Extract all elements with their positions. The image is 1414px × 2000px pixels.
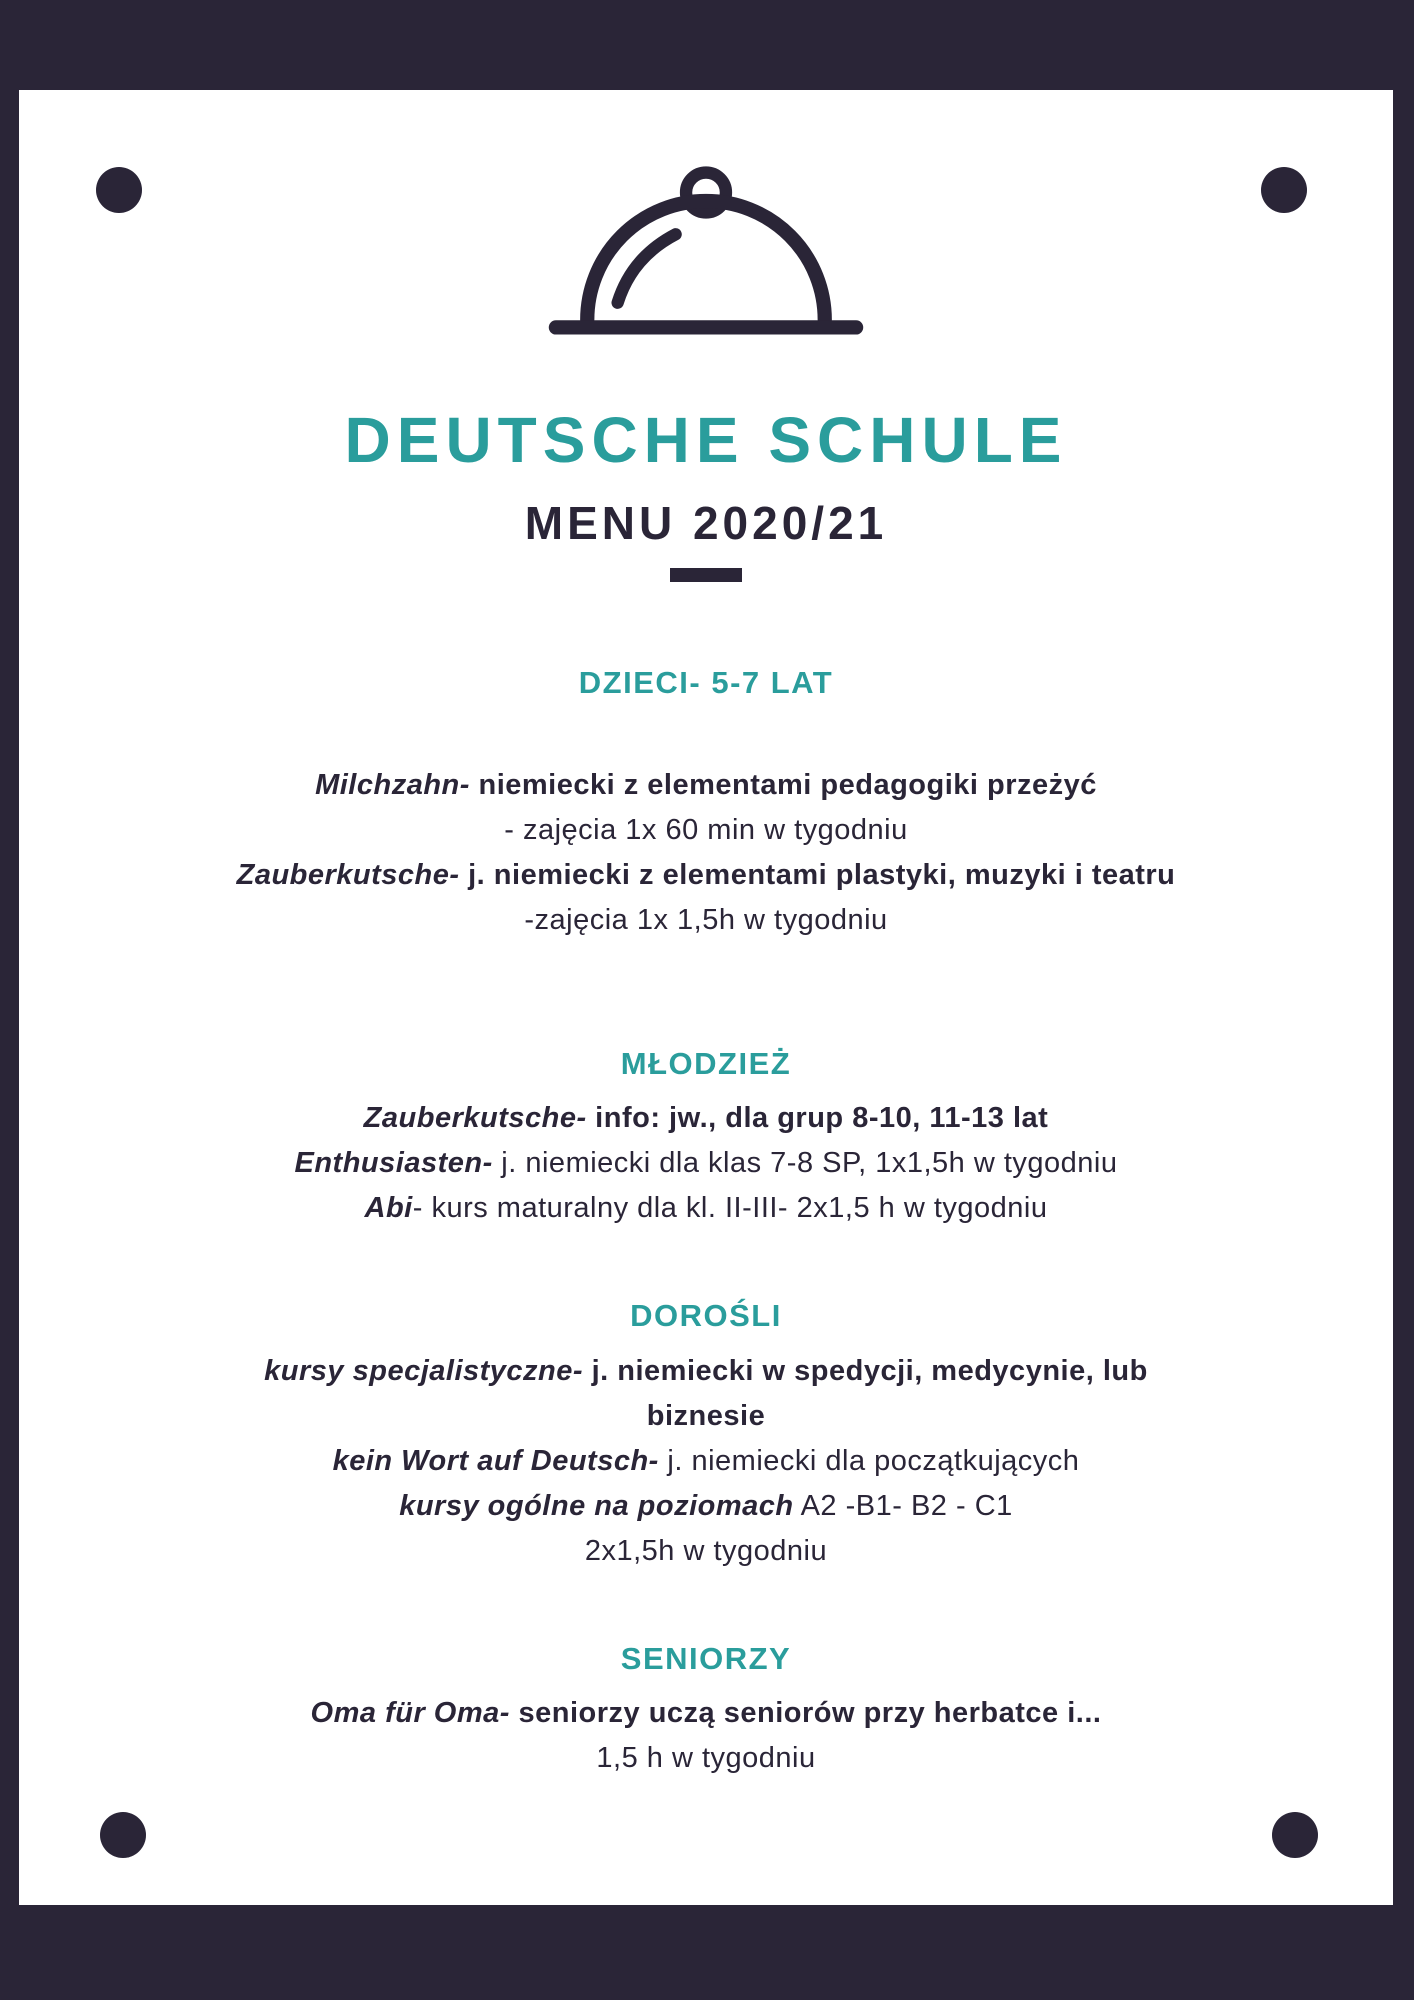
cloche-icon: [536, 164, 876, 354]
menu-line: [19, 898, 1393, 943]
menu-line: [19, 853, 1393, 898]
corner-dot-top-left: [96, 167, 142, 213]
menu-line: [19, 1691, 1393, 1736]
menu-line: [19, 1141, 1393, 1186]
menu-line: [19, 1484, 1393, 1529]
menu-line: [19, 1439, 1393, 1484]
menu-line-segment: kursy ogólne na poziomach: [399, 1489, 794, 1522]
menu-line-segment: - kurs maturalny dla kl. II-III- 2x1,5 h w tygodniu: [412, 1192, 1048, 1225]
poster-title: DEUTSCHE SCHULE: [344, 404, 1068, 476]
menu-line-segment: Zauberkutsche-: [236, 859, 460, 892]
menu-line: [19, 763, 1393, 808]
menu-line-segment: j. niemiecki dla początkujących: [658, 1444, 1080, 1477]
menu-line: [19, 808, 1393, 853]
menu-line: [19, 1529, 1393, 1574]
menu-line-segment: info: jw., dla grup 8-10, 11-13 lat: [586, 1102, 1049, 1135]
menu-line-segment: Zauberkutsche-: [363, 1102, 587, 1135]
menu-line: [19, 1736, 1393, 1781]
menu-line-segment: Oma für Oma-: [310, 1696, 510, 1729]
menu-line: [19, 1394, 1393, 1439]
corner-dot-bottom-right: [1272, 1812, 1318, 1858]
menu-line: [19, 1096, 1393, 1141]
menu-line-segment: 1,5 h w tygodniu: [596, 1741, 816, 1774]
subtitle-underline-bar: [670, 568, 742, 582]
corner-dot-top-right: [1261, 167, 1307, 213]
section-heading: MŁODZIEŻ: [620, 1046, 792, 1082]
menu-line-segment: - zajęcia 1x 60 min w tygodniu: [504, 814, 908, 847]
menu-line-segment: j. niemiecki w spedycji, medycynie, lub: [583, 1354, 1148, 1387]
menu-line-segment: seniorzy uczą seniorów przy herbatce i...: [509, 1696, 1102, 1729]
menu-line-segment: -zajęcia 1x 1,5h w tygodniu: [524, 904, 888, 937]
menu-line-segment: Milchzahn-: [315, 769, 470, 802]
section-heading: DOROŚLI: [630, 1298, 782, 1334]
menu-line-segment: Abi: [364, 1192, 413, 1225]
menu-sections: [19, 664, 1393, 1781]
menu-section: [19, 1045, 1393, 1231]
menu-line-segment: biznesie: [646, 1399, 766, 1432]
menu-line: [19, 1186, 1393, 1231]
menu-section: [19, 1297, 1393, 1573]
menu-line-segment: niemiecki z elementami pedagogiki przeżyć: [469, 769, 1097, 802]
menu-line-segment: 2x1,5h w tygodniu: [584, 1534, 828, 1567]
section-heading: DZIECI- 5-7 LAT: [578, 665, 834, 700]
menu-section: [19, 1640, 1393, 1781]
menu-line-segment: kein Wort auf Deutsch-: [332, 1444, 659, 1477]
menu-line-segment: kursy specjalistyczne-: [264, 1354, 584, 1387]
menu-line: [19, 1349, 1393, 1394]
menu-line-segment: Enthusiasten-: [294, 1147, 493, 1180]
menu-section: [19, 664, 1393, 943]
corner-dot-bottom-left: [100, 1812, 146, 1858]
menu-line-segment: A2 -B1- B2 - C1: [793, 1489, 1013, 1522]
section-heading: SENIORZY: [620, 1640, 792, 1676]
menu-line-segment: j. niemiecki dla klas 7-8 SP, 1x1,5h w tygodniu: [492, 1147, 1118, 1180]
poster-subtitle: MENU 2020/21: [524, 497, 888, 549]
menu-line-segment: j. niemiecki z elementami plastyki, muzyki i teatru: [459, 859, 1176, 892]
menu-page: [19, 90, 1393, 1905]
